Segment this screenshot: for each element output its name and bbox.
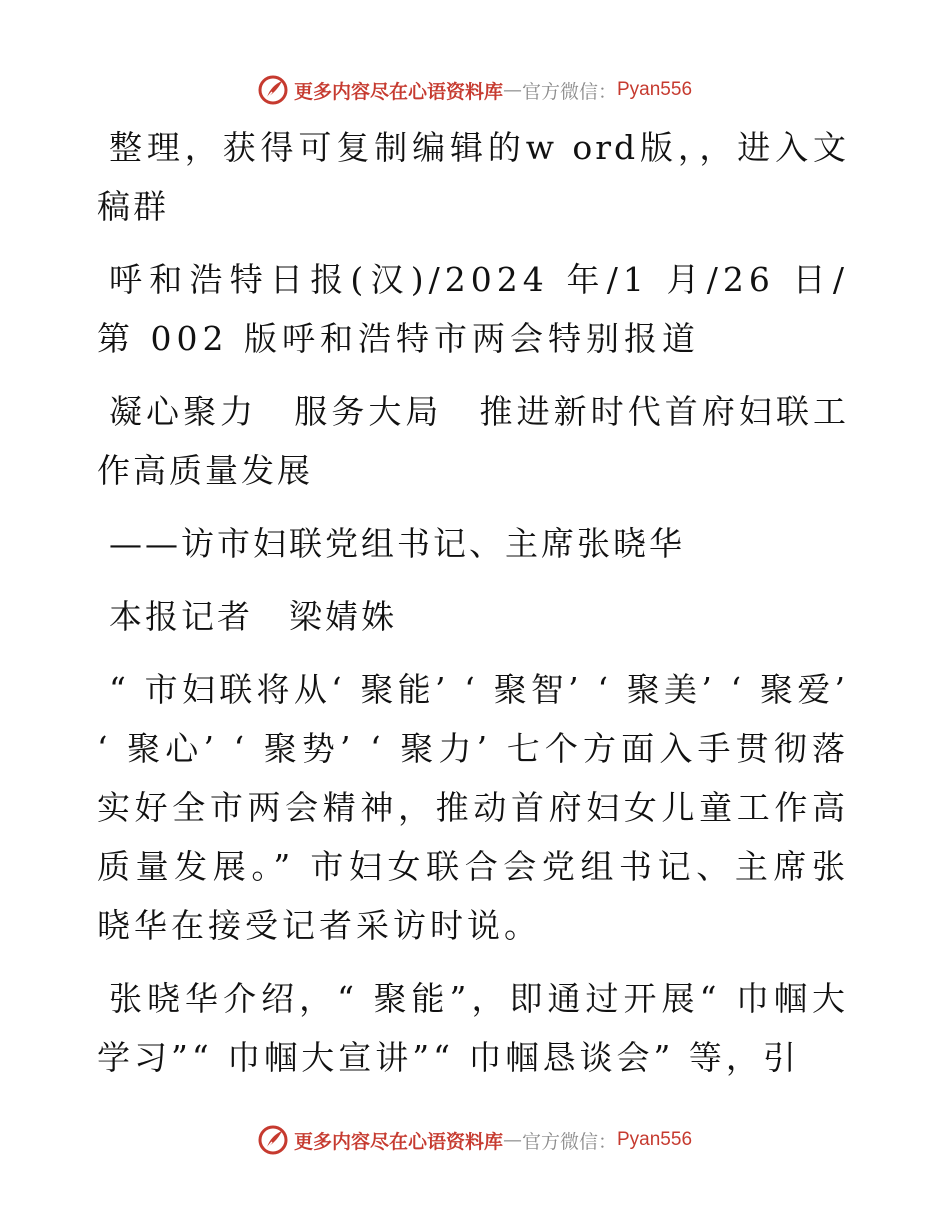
document-body	[97, 118, 849, 1101]
banner-wechat-id: Pyan556	[617, 79, 693, 100]
body-paragraph-1: “ 市妇联将从‘ 聚能’ ‘ 聚智’ ‘ 聚美’ ‘ 聚爱’ ‘ 聚心’ ‘ 聚势’ ‘ 聚力’ 七个方面入手贯彻落实好全市两会精神，推动首府妇女儿童工作高质量发展。” 市妇女联合会党组书记、主席张晓华在接受记者采访时说。	[97, 670, 849, 945]
banner-lead-text: 更多内容尽在心语资料库	[293, 80, 503, 103]
subheadline: ——访市妇联党组书记、主席张晓华	[109, 524, 685, 563]
feather-quill-icon	[258, 1125, 288, 1155]
feather-quill-icon	[258, 75, 288, 105]
banner-official-label: 官方微信：	[521, 80, 617, 103]
banner-official-label: 官方微信：	[521, 1130, 617, 1153]
body-paragraph-2: 张晓华介绍，“ 聚能”，即通过开展“ 巾帼大学习”“ 巾帼大宣讲”“ 巾帼恳谈会” 等，引	[97, 979, 849, 1077]
banner-dash: —	[502, 1129, 522, 1151]
footer-banner	[0, 1120, 950, 1160]
banner-lead-text: 更多内容尽在心语资料库	[293, 1130, 503, 1153]
intro-note: 整理，获得可复制编辑的w ord版，，进入文稿群	[97, 128, 849, 226]
header-banner	[0, 70, 950, 110]
byline: 本报记者 梁婧姝	[109, 597, 397, 636]
source-line: 呼和浩特日报(汉)/2024 年/1 月/26 日/第 002 版呼和浩特市两会特别报道	[97, 260, 849, 358]
headline: 凝心聚力 服务大局 推进新时代首府妇联工作高质量发展	[97, 392, 849, 490]
banner-dash: —	[502, 79, 522, 101]
banner-wechat-id: Pyan556	[617, 1129, 693, 1150]
